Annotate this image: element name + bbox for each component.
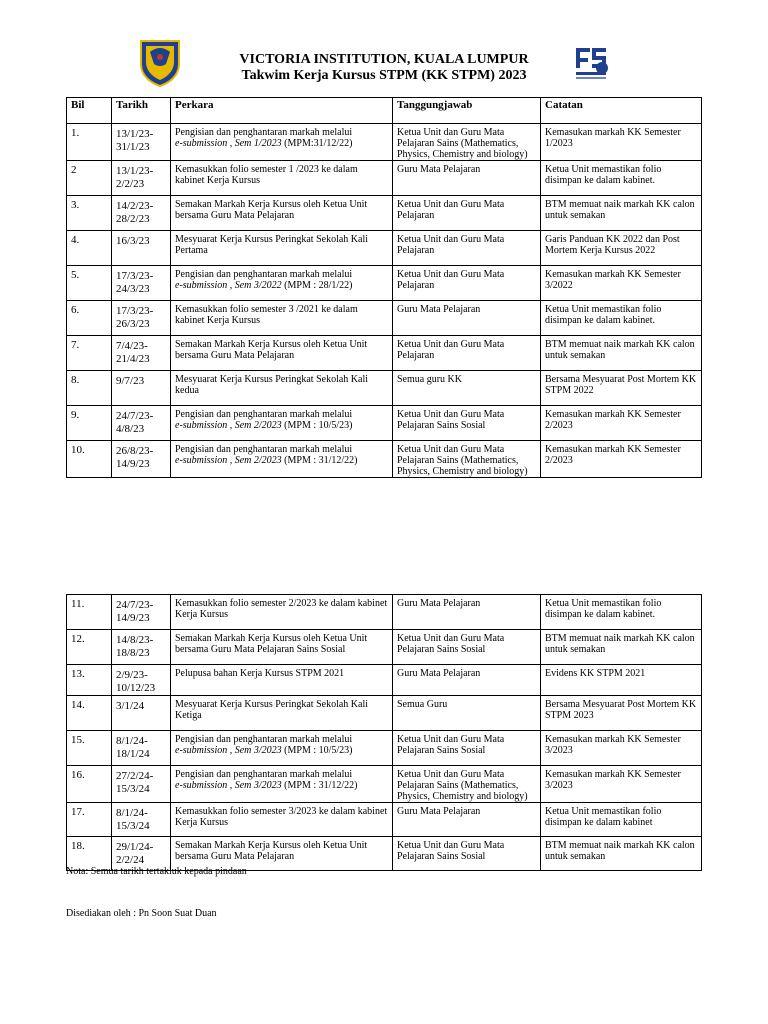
tarikh-line: 24/7/23- [116, 599, 154, 611]
table-row [67, 336, 702, 371]
perkara-text: Mesyuarat Kerja Kursus Peringkat Sekolah Kali Pertama [175, 234, 369, 256]
tarikh-line: 14/2/23- [116, 200, 154, 212]
cell-bil: 18. [67, 837, 112, 871]
table-row [67, 161, 702, 196]
tarikh-line: 24/3/23 [116, 283, 150, 295]
cell-tarikh [112, 630, 171, 665]
schedule-table-2 [66, 594, 702, 871]
cell-perkara [171, 266, 393, 301]
cell-catatan: BTM memuat naik markah KK calon untuk semakan [541, 837, 702, 871]
table-header-row [67, 98, 702, 124]
perkara-text: Pengisian dan penghantaran markah melalui [175, 769, 353, 780]
perkara-mpm: (MPM : 10/5/23) [281, 745, 353, 756]
cell-bil: 15. [67, 731, 112, 766]
perkara-submission: e-submission , Sem 3/2022 [175, 280, 282, 291]
tarikh-line: 9/7/23 [116, 375, 145, 387]
perkara-text: Mesyuarat Kerja Kursus Peringkat Sekolah Kali Ketiga [175, 699, 369, 721]
table-row [67, 665, 702, 696]
cell-perkara [171, 336, 393, 371]
cell-catatan: Bersama Mesyuarat Post Mortem KK STPM 2023 [541, 696, 702, 731]
tarikh-line: 10/12/23 [116, 682, 156, 694]
perkara-text: Pengisian dan penghantaran markah melalui [175, 734, 353, 745]
tarikh-line: 26/3/23 [116, 318, 150, 330]
perkara-text: Pengisian dan penghantaran markah melalui [175, 409, 353, 420]
cell-tarikh [112, 766, 171, 803]
table-row [67, 595, 702, 630]
cell-tarikh [112, 196, 171, 231]
perkara-mpm: (MPM : 28/1/22) [281, 280, 353, 291]
table-row [67, 124, 702, 161]
cell-catatan: Kemasukan markah KK Semester 1/2023 [541, 124, 702, 161]
cell-tanggungjawab: Ketua Unit dan Guru Mata Pelajaran Sains (Mathematics, Physics, Chemistry and biology) [393, 766, 541, 803]
perkara-text: Pengisian dan penghantaran markah melalui [175, 444, 353, 455]
cell-tanggungjawab: Ketua Unit dan Guru Mata Pelajaran Sains Sosial [393, 837, 541, 871]
cell-catatan: Ketua Unit memastikan folio disimpan ke dalam kabinet. [541, 595, 702, 630]
table-row [67, 803, 702, 837]
cell-catatan: Evidens KK STPM 2021 [541, 665, 702, 696]
cell-tanggungjawab: Ketua Unit dan Guru Mata Pelajaran [393, 336, 541, 371]
perkara-submission: e-submission , Sem 2/2023 [175, 420, 282, 431]
perkara-text: Semakan Markah Kerja Kursus oleh Ketua Unit bersama Guru Mata Pelajaran Sains Sosial [175, 633, 368, 655]
table-row [67, 766, 702, 803]
col-header-bil: Bil [67, 98, 112, 124]
perkara-text: Kemasukkan folio semester 3 /2021 ke dalam kabinet Kerja Kursus [175, 304, 358, 326]
cell-bil: 14. [67, 696, 112, 731]
cell-tarikh [112, 803, 171, 837]
tarikh-line: 2/2/24 [116, 854, 145, 866]
perkara-mpm: (MPM : 31/12/22) [281, 455, 358, 466]
cell-catatan: BTM memuat naik markah KK calon untuk semakan [541, 336, 702, 371]
cell-tarikh [112, 266, 171, 301]
tarikh-line: 14/8/23- [116, 634, 154, 646]
tarikh-line: 15/3/24 [116, 783, 150, 795]
cell-catatan: BTM memuat naik markah KK calon untuk semakan [541, 196, 702, 231]
tarikh-line: 29/1/24- [116, 841, 154, 853]
perkara-text: Semakan Markah Kerja Kursus oleh Ketua Unit bersama Guru Mata Pelajaran [175, 339, 368, 361]
tarikh-line: 14/9/23 [116, 458, 150, 470]
cell-bil: 4. [67, 231, 112, 266]
perkara-text: Pelupusa bahan Kerja Kursus STPM 2021 [175, 668, 345, 679]
cell-perkara [171, 406, 393, 441]
cell-tarikh [112, 441, 171, 478]
cell-tanggungjawab: Guru Mata Pelajaran [393, 595, 541, 630]
cell-tarikh [112, 231, 171, 266]
tarikh-line: 2/9/23- [116, 669, 148, 681]
table-row [67, 731, 702, 766]
tarikh-line: 24/7/23- [116, 410, 154, 422]
perkara-text: Mesyuarat Kerja Kursus Peringkat Sekolah Kali kedua [175, 374, 369, 396]
tarikh-line: 15/3/24 [116, 820, 150, 832]
cell-tanggungjawab: Guru Mata Pelajaran [393, 665, 541, 696]
perkara-text: Kemasukkan folio semester 1 /2023 ke dalam kabinet Kerja Kursus [175, 164, 358, 186]
cell-bil: 2 [67, 161, 112, 196]
calendar-subtitle: Takwim Kerja Kursus STPM (KK STPM) 2023 [241, 68, 527, 83]
document-header [0, 52, 768, 84]
cell-perkara [171, 301, 393, 336]
cell-perkara [171, 696, 393, 731]
cell-tarikh [112, 595, 171, 630]
cell-bil: 11. [67, 595, 112, 630]
perkara-text: Kemasukkan folio semester 2/2023 ke dalam kabinet Kerja Kursus [175, 598, 388, 620]
cell-perkara [171, 731, 393, 766]
perkara-submission: e-submission , Sem 3/2023 [175, 745, 282, 756]
cell-bil: 16. [67, 766, 112, 803]
cell-catatan: Kemasukan markah KK Semester 3/2023 [541, 766, 702, 803]
col-header-tarikh: Tarikh [112, 98, 171, 124]
tarikh-line: 13/1/23- [116, 165, 154, 177]
tarikh-line: 21/4/23 [116, 353, 150, 365]
perkara-submission: e-submission , Sem 1/2023 [175, 138, 282, 149]
table-row [67, 231, 702, 266]
cell-bil: 13. [67, 665, 112, 696]
cell-bil: 9. [67, 406, 112, 441]
cell-tanggungjawab: Ketua Unit dan Guru Mata Pelajaran Sains Sosial [393, 406, 541, 441]
cell-tanggungjawab: Guru Mata Pelajaran [393, 161, 541, 196]
cell-tarikh [112, 124, 171, 161]
cell-catatan: Ketua Unit memastikan folio disimpan ke dalam kabinet. [541, 301, 702, 336]
cell-perkara [171, 124, 393, 161]
cell-tarikh [112, 731, 171, 766]
cell-catatan: Ketua Unit memastikan folio disimpan ke dalam kabinet. [541, 161, 702, 196]
tarikh-line: 16/3/23 [116, 235, 150, 247]
col-header-catatan: Catatan [541, 98, 702, 124]
col-header-perkara: Perkara [171, 98, 393, 124]
table-row [67, 301, 702, 336]
cell-tarikh [112, 665, 171, 696]
tarikh-line: 27/2/24- [116, 770, 154, 782]
cell-bil: 7. [67, 336, 112, 371]
cell-perkara [171, 803, 393, 837]
table-row [67, 266, 702, 301]
perkara-mpm: (MPM:31/12/22) [281, 138, 353, 149]
table-row [67, 196, 702, 231]
tarikh-line: 18/1/24 [116, 748, 150, 760]
cell-catatan: BTM memuat naik markah KK calon untuk semakan [541, 630, 702, 665]
cell-catatan: Kemasukan markah KK Semester 3/2022 [541, 266, 702, 301]
table-row [67, 406, 702, 441]
cell-tanggungjawab: Guru Mata Pelajaran [393, 301, 541, 336]
cell-bil: 17. [67, 803, 112, 837]
institution-title: VICTORIA INSTITUTION, KUALA LUMPUR [239, 52, 529, 67]
cell-bil: 10. [67, 441, 112, 478]
col-header-tanggungjawab: Tanggungjawab [393, 98, 541, 124]
cell-catatan: Ketua Unit memastikan folio disimpan ke dalam kabinet [541, 803, 702, 837]
perkara-mpm: (MPM : 31/12/22) [281, 780, 358, 791]
tarikh-line: 17/3/23- [116, 270, 154, 282]
perkara-text: Kemasukkan folio semester 3/2023 ke dalam kabinet Kerja Kursus [175, 806, 388, 828]
perkara-text: Pengisian dan penghantaran markah melalui [175, 127, 353, 138]
note-text: Nota: Semua tarikh tertakluk kepada pindaan [66, 866, 247, 877]
cell-tarikh [112, 301, 171, 336]
cell-tanggungjawab: Ketua Unit dan Guru Mata Pelajaran [393, 266, 541, 301]
tarikh-line: 28/2/23 [116, 213, 150, 225]
tarikh-line: 8/1/24- [116, 735, 148, 747]
table-row [67, 371, 702, 406]
cell-tanggungjawab: Ketua Unit dan Guru Mata Pelajaran Sains Sosial [393, 630, 541, 665]
tarikh-line: 26/8/23- [116, 445, 154, 457]
cell-perkara [171, 231, 393, 266]
cell-tanggungjawab: Ketua Unit dan Guru Mata Pelajaran [393, 196, 541, 231]
table-row [67, 630, 702, 665]
tarikh-line: 8/1/24- [116, 807, 148, 819]
perkara-submission: e-submission , Sem 2/2023 [175, 455, 282, 466]
cell-tanggungjawab: Semua Guru [393, 696, 541, 731]
cell-perkara [171, 441, 393, 478]
cell-tanggungjawab: Ketua Unit dan Guru Mata Pelajaran Sains (Mathematics, Physics, Chemistry and biology) [393, 441, 541, 478]
perkara-submission: e-submission , Sem 3/2023 [175, 780, 282, 791]
cell-tarikh [112, 161, 171, 196]
tarikh-line: 31/1/23 [116, 141, 150, 153]
cell-tanggungjawab: Ketua Unit dan Guru Mata Pelajaran [393, 231, 541, 266]
cell-bil: 8. [67, 371, 112, 406]
cell-perkara [171, 161, 393, 196]
perkara-text: Pengisian dan penghantaran markah melalui [175, 269, 353, 280]
table-row [67, 696, 702, 731]
cell-tarikh [112, 336, 171, 371]
cell-perkara [171, 766, 393, 803]
cell-catatan: Kemasukan markah KK Semester 2/2023 [541, 441, 702, 478]
cell-tanggungjawab: Ketua Unit dan Guru Mata Pelajaran Sains Sosial [393, 731, 541, 766]
cell-perkara [171, 595, 393, 630]
tarikh-line: 4/8/23 [116, 423, 145, 435]
cell-bil: 12. [67, 630, 112, 665]
cell-bil: 3. [67, 196, 112, 231]
cell-perkara [171, 196, 393, 231]
cell-tanggungjawab: Guru Mata Pelajaran [393, 803, 541, 837]
cell-tanggungjawab: Ketua Unit dan Guru Mata Pelajaran Sains (Mathematics, Physics, Chemistry and biology) [393, 124, 541, 161]
perkara-mpm: (MPM : 10/5/23) [281, 420, 353, 431]
prepared-by-text: Disediakan oleh : Pn Soon Suat Duan [66, 908, 217, 919]
tarikh-line: 2/2/23 [116, 178, 145, 190]
tarikh-line: 7/4/23- [116, 340, 148, 352]
cell-perkara [171, 630, 393, 665]
tarikh-line: 17/3/23- [116, 305, 154, 317]
tarikh-line: 14/9/23 [116, 612, 150, 624]
tarikh-line: 18/8/23 [116, 647, 150, 659]
cell-tarikh [112, 696, 171, 731]
cell-catatan: Kemasukan markah KK Semester 3/2023 [541, 731, 702, 766]
cell-catatan: Bersama Mesyuarat Post Mortem KK STPM 2022 [541, 371, 702, 406]
perkara-text: Semakan Markah Kerja Kursus oleh Ketua Unit bersama Guru Mata Pelajaran [175, 840, 368, 862]
cell-tarikh [112, 371, 171, 406]
cell-catatan: Kemasukan markah KK Semester 2/2023 [541, 406, 702, 441]
cell-perkara [171, 665, 393, 696]
perkara-text: Semakan Markah Kerja Kursus oleh Ketua Unit bersama Guru Mata Pelajaran [175, 199, 368, 221]
cell-bil: 6. [67, 301, 112, 336]
cell-bil: 5. [67, 266, 112, 301]
cell-perkara [171, 371, 393, 406]
schedule-table-1 [66, 97, 702, 478]
cell-tarikh [112, 406, 171, 441]
tarikh-line: 13/1/23- [116, 128, 154, 140]
tarikh-line: 3/1/24 [116, 700, 145, 712]
cell-catatan: Garis Panduan KK 2022 dan Post Mortem Kerja Kursus 2022 [541, 231, 702, 266]
table-row [67, 441, 702, 478]
cell-tanggungjawab: Semua guru KK [393, 371, 541, 406]
cell-bil: 1. [67, 124, 112, 161]
